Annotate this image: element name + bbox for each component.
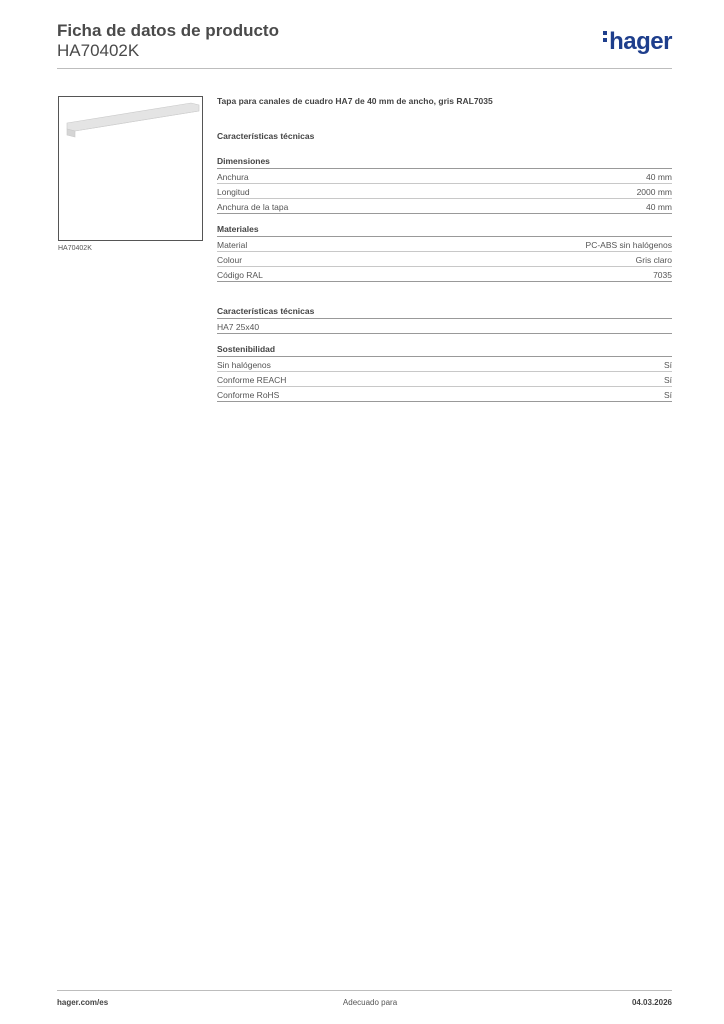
section-title: Características técnicas: [217, 131, 315, 141]
logo-text: hager: [609, 28, 672, 55]
spec-row: Anchura de la tapa 40 mm: [217, 199, 672, 214]
spec-row: Colour Gris claro: [217, 252, 672, 267]
product-cover-profile-icon: [59, 97, 202, 240]
product-image: [58, 96, 203, 241]
hager-logo: [603, 28, 672, 56]
page-footer: [57, 998, 672, 1007]
spec-row: Longitud 2000 mm: [217, 184, 672, 199]
footer-site-link[interactable]: hager.com/es: [57, 998, 109, 1007]
group-sostenibilidad: [217, 344, 672, 402]
footer-center-text: Adecuado para: [342, 998, 398, 1007]
spec-row: Anchura 40 mm: [217, 169, 672, 184]
product-code: HA70402K: [57, 41, 140, 60]
logo-dots-icon: [603, 31, 607, 45]
page-header: [57, 18, 672, 68]
spec-row: Material PC-ABS sin halógenos: [217, 237, 672, 252]
spec-row: Conforme REACH Sí: [217, 372, 672, 387]
group-title: Sostenibilidad: [217, 344, 672, 357]
image-caption: HA70402K: [58, 245, 92, 252]
group-caracteristicas: [217, 306, 672, 334]
group-dimensiones: [217, 156, 672, 214]
footer-date: 04.03.2026: [631, 998, 672, 1007]
spec-row: Conforme RoHS Sí: [217, 387, 672, 402]
group-materiales: [217, 224, 672, 282]
group-title: Materiales: [217, 224, 672, 237]
group-title: Características técnicas: [217, 306, 672, 319]
header-divider: [57, 68, 672, 69]
document-title: Ficha de datos de producto: [57, 21, 279, 40]
footer-divider: [57, 990, 672, 991]
spec-row: HA7 25x40: [217, 319, 672, 334]
product-details: [217, 96, 672, 412]
group-title: Dimensiones: [217, 156, 672, 169]
spec-row: Sin halógenos Sí: [217, 357, 672, 372]
product-description: Tapa para canales de cuadro HA7 de 40 mm de ancho, gris RAL7035: [217, 96, 493, 106]
spec-row: Código RAL 7035: [217, 267, 672, 282]
